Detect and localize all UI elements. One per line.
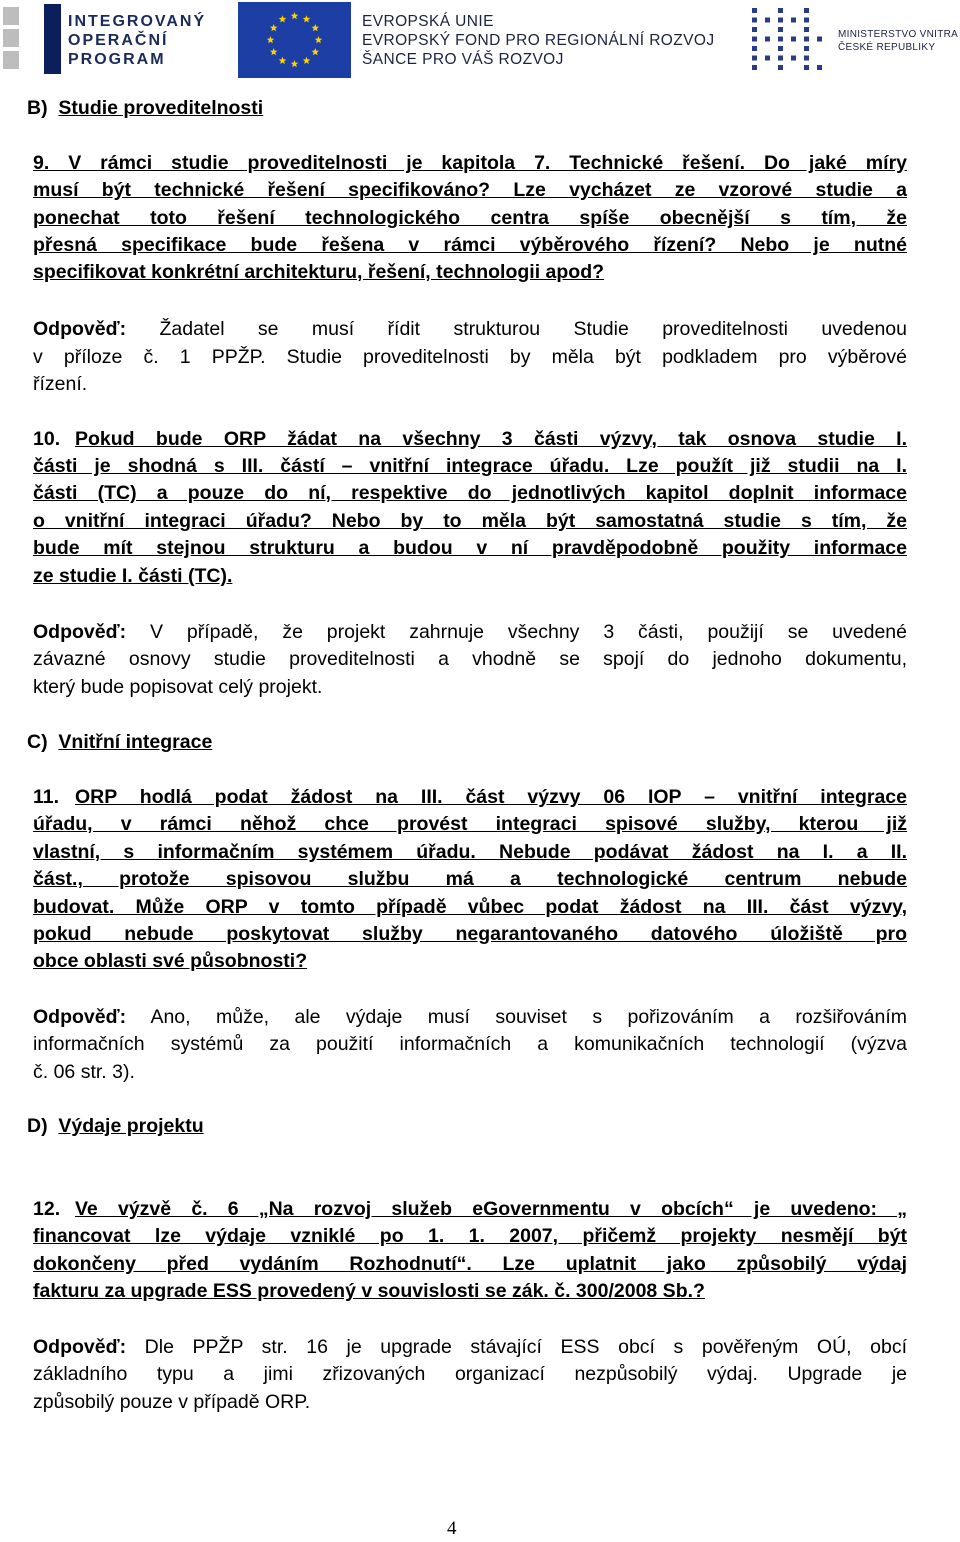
q11-line: úřadu, v rámci něhož chce provést integraci spisové služby, kterou již: [33, 813, 907, 835]
ministry-dot: [778, 8, 783, 13]
ministry-dot: [778, 27, 783, 32]
section-d-heading: D) Výdaje projektu: [27, 1115, 204, 1137]
ministry-dot: [752, 8, 757, 13]
ministry-dot: [804, 8, 809, 13]
ministry-dot: [752, 56, 757, 61]
ministry-dot: [778, 46, 783, 51]
q9-answer-line: řízení.: [33, 373, 88, 395]
q9-line: přesná specifikace bude řešena v rámci výběrového řízení? Nebo je nutné: [33, 234, 907, 256]
q9-line: musí být technické řešení specifikováno? Lze vycházet ze vzorové studie a: [33, 179, 907, 201]
q9-line: 9. V rámci studie proveditelnosti je kapitola 7. Technické řešení. Do jaké míry: [33, 152, 907, 174]
q10-answer-line: závazné osnovy studie proveditelnosti a vhodně se spojí do jednoho dokumentu,: [33, 648, 907, 670]
ministry-dot: [752, 37, 757, 42]
q9-line: specifikovat konkrétní architekturu, řešení, technologii apod?: [33, 261, 605, 283]
ministry-dot: [752, 65, 757, 70]
ministry-logo-text: MINISTERSTVO VNITRA ČESKÉ REPUBLIKY: [838, 29, 959, 53]
q12-answer-line: základního typu a jimi zřizovaných organizací nezpůsobilý výdaj. Upgrade je: [33, 1363, 907, 1385]
ministry-dot: [752, 18, 757, 23]
q12-line: fakturu za upgrade ESS provedený v souvislosti se zák. č. 300/2008 Sb.?: [33, 1280, 705, 1302]
section-c-heading: C) Vnitřní integrace: [27, 731, 213, 753]
ministry-dot: [804, 37, 809, 42]
q10-line: části je shodná s III. částí – vnitřní integrace úřadu. Lze použít již studii na I.: [33, 455, 907, 477]
q10-line: o vnitřní integraci úřadu? Nebo by to měla být samostatná studie s tím, že: [33, 510, 907, 532]
page-number: 4: [447, 1518, 457, 1539]
ministry-dot: [804, 18, 809, 23]
ministry-dot: [752, 27, 757, 32]
ministry-dot: [791, 37, 796, 42]
q12-line: Ve výzvě č. 6 „Na rozvoj služeb eGovernmentu v obcích“ je uvedeno: „: [75, 1198, 907, 1220]
eu-logo-text: EVROPSKÁ UNIE EVROPSKÝ FOND PRO REGIONÁLNÍ ROZVOJ ŠANCE PRO VÁŠ ROZVOJ: [362, 13, 715, 68]
ministry-dot: [765, 37, 770, 42]
ministry-dot: [804, 56, 809, 61]
section-b-heading: B) Studie proveditelnosti: [27, 97, 264, 119]
ministry-dot: [804, 65, 809, 70]
ministry-dot: [791, 56, 796, 61]
q9-line: ponechat toto řešení technologického centra spíše obecnější s tím, že: [33, 207, 907, 229]
answer-label: Odpověď:: [33, 621, 127, 643]
answer-label: Odpověď:: [33, 1006, 127, 1028]
q10-answer-line: který bude popisovat celý projekt.: [33, 676, 323, 698]
q11-line: vlastní, s informačním systémem úřadu. Nebude podávat žádost na I. a II.: [33, 841, 907, 863]
header-logos: [0, 0, 960, 80]
q9-answer-line: v příloze č. 1 PPŽP. Studie proveditelnosti by měla být podkladem pro výběrové: [33, 346, 907, 368]
q10-number: 10.: [33, 428, 61, 450]
ministry-dot: [765, 18, 770, 23]
q10-line: ze studie I. části (TC).: [33, 565, 233, 587]
q11-line: obce oblasti své působnosti?: [33, 950, 308, 972]
q12-answer-line: Odpověď: Dle PPŽP str. 16 je upgrade stávající ESS obcí s pověřeným OÚ, obcí: [33, 1336, 907, 1358]
ministry-dot: [778, 65, 783, 70]
q10-line: části (TC) a pouze do ní, respektive do jednotlivých kapitol doplnit informace: [33, 482, 907, 504]
ministry-dot: [778, 18, 783, 23]
ministry-dot: [817, 65, 822, 70]
q11-answer-line: č. 06 str. 3).: [33, 1061, 135, 1083]
q11-line: pokud nebude poskytovat služby negarantovaného datového úložiště pro: [33, 923, 907, 945]
q10-line: bude mít stejnou strukturu a budou v ní pravděpodobně použity informace: [33, 537, 907, 559]
q11-answer-line: Odpověď: Ano, může, ale výdaje musí souviset s pořizováním a rozšiřováním: [33, 1006, 907, 1028]
ministry-dot: [752, 46, 757, 51]
ministry-logo-icon: [748, 5, 824, 75]
q11-answer-line: informačních systémů za použití informačních a komunikačních technologií (výzva: [33, 1033, 907, 1055]
iop-grey-blocks: [3, 7, 19, 69]
ministry-dot: [765, 56, 770, 61]
iop-logo-mark: [44, 4, 61, 74]
answer-label: Odpověď:: [33, 1336, 127, 1358]
q12-line: financovat lze výdaje vzniklé po 1. 1. 2007, přičemž projekty nesmějí být: [33, 1225, 907, 1247]
q12-number: 12.: [33, 1198, 61, 1220]
ministry-dot: [817, 37, 822, 42]
answer-label: Odpověď:: [33, 318, 127, 340]
q12-line: dokončeny před vydáním Rozhodnutí“. Lze uplatnit jako způsobilý výdaj: [33, 1253, 907, 1275]
ministry-dot: [804, 27, 809, 32]
ministry-dot: [778, 56, 783, 61]
q11-line: část., protože spisovou službu má a technologické centrum nebude: [33, 868, 907, 890]
q12-answer-line: způsobilý pouze v případě ORP.: [33, 1391, 311, 1413]
q10-answer-line: Odpověď: V případě, že projekt zahrnuje všechny 3 části, použijí se uvedené: [33, 621, 907, 643]
q11-number: 11.: [33, 786, 60, 808]
iop-logo-text: INTEGROVANÝ OPERAČNÍ PROGRAM: [68, 13, 207, 68]
q11-line: budovat. Může ORP v tomto případě vůbec podat žádost na III. část výzvy,: [33, 896, 907, 918]
ministry-dot: [778, 37, 783, 42]
ministry-dot: [804, 46, 809, 51]
q11-line: ORP hodlá podat žádost na III. část výzvy 06 IOP – vnitřní integrace: [75, 786, 907, 808]
ministry-dot: [791, 18, 796, 23]
q9-answer-line: Odpověď: Žadatel se musí řídit strukturou Studie proveditelnosti uvedenou: [33, 318, 907, 340]
q10-line: Pokud bude ORP žádat na všechny 3 části výzvy, tak osnova studie I.: [75, 428, 907, 450]
eu-flag-icon: [238, 2, 351, 78]
